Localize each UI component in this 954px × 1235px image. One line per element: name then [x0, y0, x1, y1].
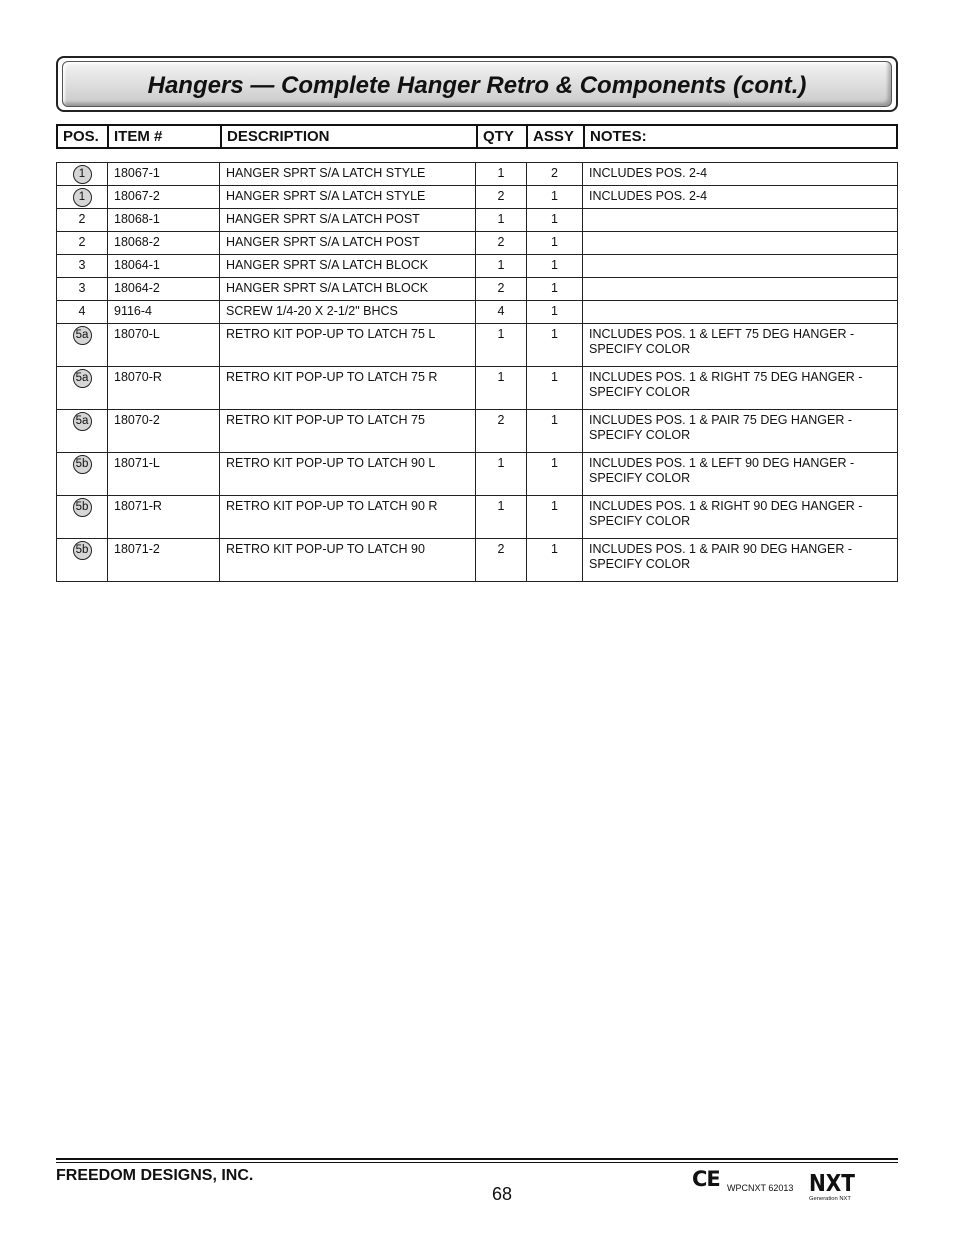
cell-assy: 1 [527, 186, 583, 209]
nxt-logo-text: NXT [809, 1171, 856, 1197]
position-callout: 5b [73, 541, 92, 560]
position-callout: 5a [73, 412, 92, 431]
cell-desc: HANGER SPRT S/A LATCH POST [220, 209, 476, 232]
cell-item: 18070-2 [108, 410, 220, 453]
cell-desc: RETRO KIT POP-UP TO LATCH 90 R [220, 496, 476, 539]
cell-notes [583, 255, 898, 278]
cell-qty: 1 [476, 453, 527, 496]
cell-desc: RETRO KIT POP-UP TO LATCH 90 [220, 539, 476, 582]
cell-notes: INCLUDES POS. 1 & RIGHT 90 DEG HANGER - SPECIFY COLOR [583, 496, 898, 539]
position-callout: 5b [73, 498, 92, 517]
cell-assy: 1 [527, 324, 583, 367]
cell-notes: INCLUDES POS. 2-4 [583, 186, 898, 209]
cell-assy: 1 [527, 367, 583, 410]
cell-item: 18070-L [108, 324, 220, 367]
cell-qty: 1 [476, 163, 527, 186]
cell-desc: RETRO KIT POP-UP TO LATCH 90 L [220, 453, 476, 496]
page-title-banner [56, 56, 898, 112]
position-callout: 1 [73, 188, 92, 207]
position-callout: 5a [73, 369, 92, 388]
cell-desc: SCREW 1/4-20 X 2-1/2" BHCS [220, 301, 476, 324]
footer-rule [56, 1158, 898, 1160]
cell-item: 18068-1 [108, 209, 220, 232]
cell-qty: 2 [476, 539, 527, 582]
cell-pos [57, 367, 108, 410]
position-callout: 5a [73, 326, 92, 345]
nxt-logo-tagline: Generation NXT [809, 1196, 851, 1202]
table-row [57, 209, 898, 232]
cell-pos: 3 [57, 255, 108, 278]
cell-pos [57, 186, 108, 209]
table-row [57, 453, 898, 496]
cell-item: 18064-1 [108, 255, 220, 278]
cell-pos: 3 [57, 278, 108, 301]
cell-assy: 1 [527, 496, 583, 539]
table-row [57, 163, 898, 186]
cell-qty: 1 [476, 255, 527, 278]
cell-desc: RETRO KIT POP-UP TO LATCH 75 [220, 410, 476, 453]
cell-desc: HANGER SPRT S/A LATCH BLOCK [220, 255, 476, 278]
table-row [57, 324, 898, 367]
cell-qty: 1 [476, 367, 527, 410]
cell-assy: 1 [527, 209, 583, 232]
cell-desc: HANGER SPRT S/A LATCH BLOCK [220, 278, 476, 301]
cell-pos: 2 [57, 209, 108, 232]
cell-qty: 1 [476, 209, 527, 232]
table-row [57, 232, 898, 255]
cell-assy: 1 [527, 453, 583, 496]
cell-qty: 2 [476, 186, 527, 209]
cell-item: 18071-2 [108, 539, 220, 582]
header-qty: QTY [478, 126, 528, 147]
cell-qty: 2 [476, 232, 527, 255]
nxt-logo-icon [808, 1168, 858, 1202]
page-title: Hangers — Complete Hanger Retro & Components (cont.) [147, 72, 807, 99]
cell-item: 18071-L [108, 453, 220, 496]
cell-notes: INCLUDES POS. 1 & RIGHT 75 DEG HANGER - SPECIFY COLOR [583, 367, 898, 410]
cell-item: 18070-R [108, 367, 220, 410]
cell-assy: 1 [527, 539, 583, 582]
cell-pos [57, 496, 108, 539]
cell-notes: INCLUDES POS. 1 & LEFT 75 DEG HANGER - SPECIFY COLOR [583, 324, 898, 367]
cell-item: 18067-2 [108, 186, 220, 209]
cell-pos: 4 [57, 301, 108, 324]
table-row [57, 186, 898, 209]
cell-notes: INCLUDES POS. 1 & LEFT 90 DEG HANGER - SPECIFY COLOR [583, 453, 898, 496]
table-row [57, 255, 898, 278]
cell-pos [57, 324, 108, 367]
table-row [57, 496, 898, 539]
cell-desc: HANGER SPRT S/A LATCH POST [220, 232, 476, 255]
position-callout: 5b [73, 455, 92, 474]
footer-rule-thin [56, 1162, 898, 1163]
cell-qty: 2 [476, 410, 527, 453]
cell-pos [57, 539, 108, 582]
ce-mark-icon: CE [692, 1167, 720, 1191]
page-title-bevel [62, 61, 892, 107]
header-notes: NOTES: [590, 128, 647, 145]
cell-pos: 2 [57, 232, 108, 255]
cell-qty: 2 [476, 278, 527, 301]
cell-assy: 1 [527, 232, 583, 255]
table-row [57, 539, 898, 582]
cell-desc: RETRO KIT POP-UP TO LATCH 75 R [220, 367, 476, 410]
parts-table-body [57, 163, 898, 582]
cell-item: 18067-1 [108, 163, 220, 186]
cell-assy: 1 [527, 301, 583, 324]
cell-qty: 1 [476, 496, 527, 539]
header-pos: POS. [58, 126, 109, 147]
cell-notes: INCLUDES POS. 1 & PAIR 90 DEG HANGER - SPECIFY COLOR [583, 539, 898, 582]
position-callout: 1 [73, 165, 92, 184]
cell-notes [583, 278, 898, 301]
cell-desc: HANGER SPRT S/A LATCH STYLE [220, 186, 476, 209]
cell-pos [57, 410, 108, 453]
cell-desc: RETRO KIT POP-UP TO LATCH 75 L [220, 324, 476, 367]
cell-pos [57, 163, 108, 186]
header-item: ITEM # [109, 126, 222, 147]
cell-assy: 2 [527, 163, 583, 186]
cell-qty: 1 [476, 324, 527, 367]
cell-notes [583, 301, 898, 324]
parts-table [56, 162, 898, 582]
cell-notes: INCLUDES POS. 2-4 [583, 163, 898, 186]
cell-item: 18064-2 [108, 278, 220, 301]
cell-item: 9116-4 [108, 301, 220, 324]
cell-item: 18068-2 [108, 232, 220, 255]
cell-notes: INCLUDES POS. 1 & PAIR 75 DEG HANGER - SPECIFY COLOR [583, 410, 898, 453]
header-assy: ASSY [528, 126, 585, 147]
table-row [57, 367, 898, 410]
page-number: 68 [492, 1184, 513, 1204]
header-description: DESCRIPTION [222, 126, 478, 147]
table-row [57, 301, 898, 324]
document-code: WPCNXT 62013 [727, 1183, 794, 1193]
cell-assy: 1 [527, 410, 583, 453]
table-header [56, 124, 898, 149]
cell-pos [57, 453, 108, 496]
cell-assy: 1 [527, 278, 583, 301]
cell-notes [583, 209, 898, 232]
cell-qty: 4 [476, 301, 527, 324]
cell-desc: HANGER SPRT S/A LATCH STYLE [220, 163, 476, 186]
cell-item: 18071-R [108, 496, 220, 539]
company-name: FREEDOM DESIGNS, INC. [56, 1167, 254, 1184]
cell-assy: 1 [527, 255, 583, 278]
table-row [57, 278, 898, 301]
table-row [57, 410, 898, 453]
cell-notes [583, 232, 898, 255]
